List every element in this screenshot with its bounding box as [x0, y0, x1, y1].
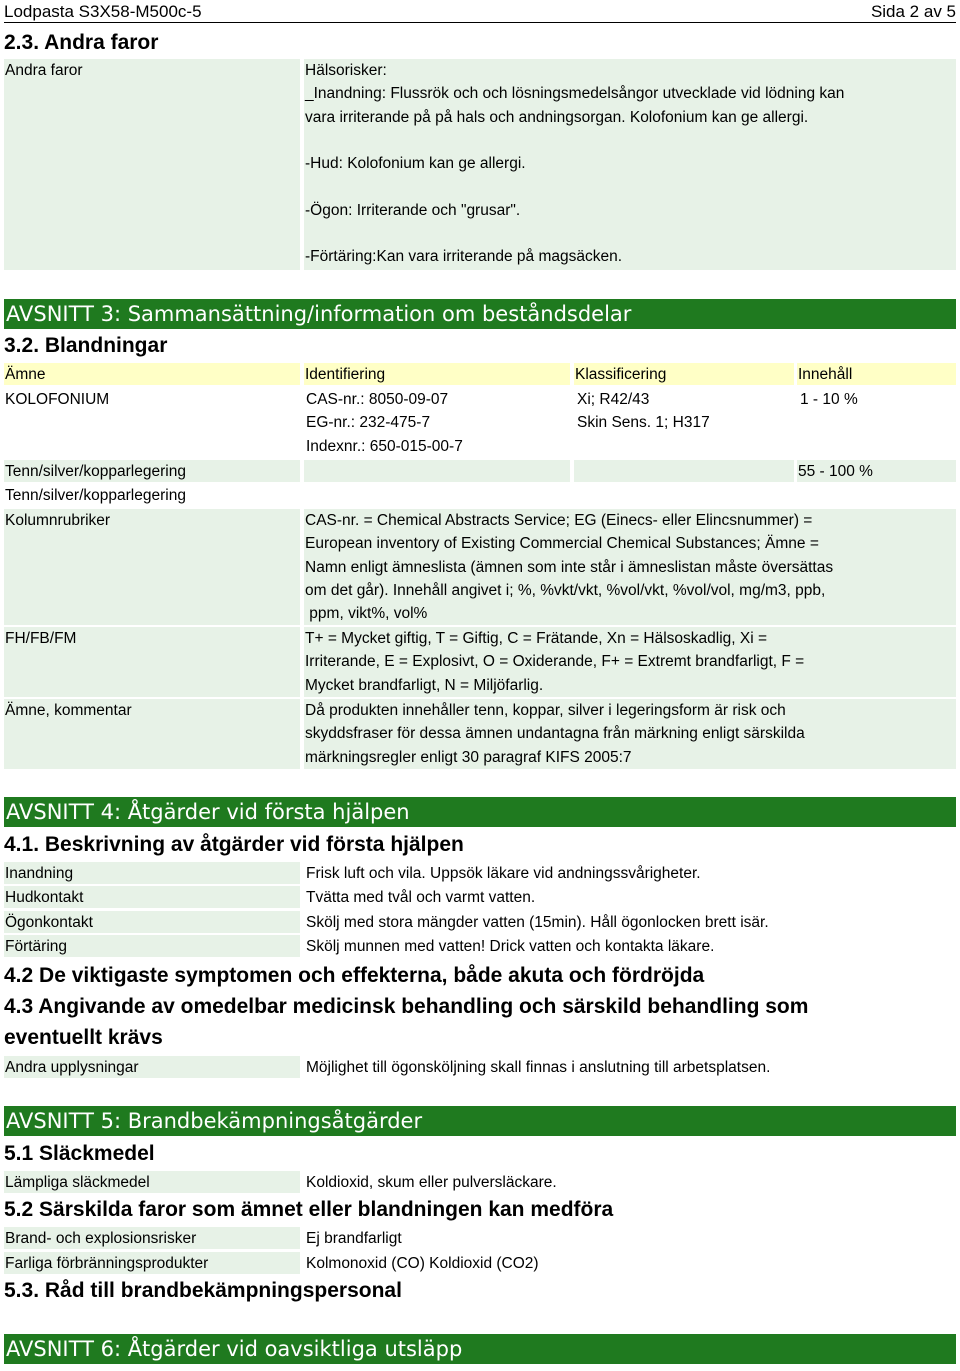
- text-line: vara irriterande på på hals och andningsorgan. Kolofonium kan ge allergi.: [305, 108, 809, 126]
- label-andra-upplysningar: Andra upplysningar: [4, 1056, 300, 1078]
- col-header-klassificering: Klassificering: [574, 363, 794, 385]
- heading-5-3: 5.3. Råd till brandbekämpningspersonal: [4, 1279, 402, 1302]
- blank-line: [305, 175, 956, 198]
- substance-name: KOLOFONIUM: [5, 391, 110, 408]
- section-4-band: AVSNITT 4: Åtgärder vid första hjälpen: [4, 797, 956, 827]
- value-hudkontakt: Tvätta med tvål och varmt vatten.: [306, 889, 536, 906]
- col-header-identifiering: Identifiering: [304, 363, 570, 385]
- heading-4-3: [4, 995, 808, 1050]
- label-amne-kommentar: Ämne, kommentar: [4, 699, 300, 769]
- value-farliga-forbranningsprodukter: Kolmonoxid (CO) Koldioxid (CO2): [306, 1255, 539, 1272]
- value-lampliga-slackmedel: Koldioxid, skum eller pulversläckare.: [306, 1174, 557, 1191]
- heading-4-1: 4.1. Beskrivning av åtgärder vid första hjälpen: [4, 833, 464, 856]
- classification-line: Xi; R42/43: [577, 391, 650, 408]
- text-line: Mycket brandfarligt, N = Miljöfarlig.: [305, 676, 544, 694]
- label-kolumnrubriker: Kolumnrubriker: [4, 509, 300, 625]
- label-lampliga-slackmedel: Lämpliga släckmedel: [4, 1171, 300, 1193]
- text-line: Då produkten innehåller tenn, koppar, silver i legeringsform är risk och: [305, 702, 786, 719]
- text-line: Namn enligt ämneslista (ämnen som inte står i ämneslistan måste översättas: [305, 558, 834, 576]
- text-line: skyddsfraser för dessa ämnen undantagna från märkning enligt särskilda: [305, 725, 805, 743]
- page-header: [4, 0, 956, 23]
- heading-5-1: 5.1 Släckmedel: [4, 1142, 155, 1165]
- heading-line: eventuellt krävs: [4, 1026, 163, 1049]
- text-line: _Inandning: Flussrök och och lösningsmedelsångor utvecklade vid lödning kan: [305, 85, 845, 103]
- blank-line: [305, 222, 956, 245]
- blank-line: [305, 129, 956, 152]
- heading-3-2: 3.2. Blandningar: [4, 334, 168, 357]
- section-5-band: AVSNITT 5: Brandbekämpningsåtgärder: [4, 1106, 956, 1136]
- heading-2-3: 2.3. Andra faror: [4, 31, 159, 54]
- text-line: -Ögon: Irriterande och "grusar".: [305, 201, 521, 219]
- text-line: T+ = Mycket giftig, T = Giftig, C = Frätande, Xn = Hälsoskadlig, Xi =: [305, 630, 768, 647]
- label-ogonkontakt: Ögonkontakt: [4, 911, 300, 933]
- text-line: om det går). Innehåll angivet i; %, %vkt/vkt, %vol/vkt, %vol/vol, mg/m3, ppb,: [305, 581, 826, 599]
- classification: [577, 388, 710, 435]
- text-line: European inventory of Existing Commercial Chemical Substances; Ämne =: [305, 535, 819, 553]
- text-line: ppm, vikt%, vol%: [305, 605, 428, 623]
- heading-4-2: 4.2 De viktigaste symptomen och effekterna, både akuta och fördröjda: [4, 964, 705, 987]
- col-header-amne: Ämne: [4, 363, 300, 385]
- page-number: Sida 2 av 5: [870, 2, 956, 21]
- label-hudkontakt: Hudkontakt: [4, 886, 300, 908]
- index-number: Indexnr.: 650-015-00-7: [306, 437, 463, 455]
- text-line: märkningsregler enligt 30 paragraf KIFS 2005:7: [305, 748, 632, 766]
- label-andra-faror: Andra faror: [4, 59, 300, 270]
- heading-line: 4.3 Angivande av omedelbar medicinsk behandling och särskild behandling som: [4, 995, 809, 1018]
- content-range: 1 - 10 %: [800, 391, 858, 408]
- label-fortaring: Förtäring: [4, 935, 300, 957]
- andra-faror-text: [304, 59, 956, 270]
- identification: [306, 388, 463, 458]
- text-line: -Hud: Kolofonium kan ge allergi.: [305, 155, 526, 173]
- content-range: 55 - 100 %: [797, 460, 956, 482]
- empty-cell: [304, 460, 570, 482]
- value-brand-explosionsrisker: Ej brandfarligt: [306, 1230, 402, 1247]
- value-ogonkontakt: Skölj med stora mängder vatten (15min). Håll ögonlocken brett isär.: [306, 914, 769, 931]
- text-line: CAS-nr. = Chemical Abstracts Service; EG (Einecs- eller Elincsnummer) =: [305, 512, 813, 529]
- classification-line: Skin Sens. 1; H317: [577, 414, 710, 432]
- cas-number: CAS-nr.: 8050-09-07: [306, 391, 449, 408]
- value-andra-upplysningar: Möjlighet till ögonsköljning skall finnas i anslutning till arbetsplatsen.: [306, 1059, 771, 1076]
- label-inandning: Inandning: [4, 862, 300, 884]
- empty-cell: [574, 460, 794, 482]
- section-3-band: AVSNITT 3: Sammansättning/information om beståndsdelar: [4, 299, 956, 329]
- text-line: Hälsorisker:: [305, 62, 387, 79]
- label-fhfbfm: FH/FB/FM: [4, 627, 300, 697]
- text-line: Irriterande, E = Explosivt, O = Oxiderande, F+ = Extremt brandfarligt, F =: [305, 653, 805, 671]
- substance-name: Tenn/silver/kopparlegering: [5, 487, 186, 504]
- fhfbfm-text: [304, 627, 956, 697]
- heading-5-2: 5.2 Särskilda faror som ämnet eller blandningen kan medföra: [4, 1198, 614, 1221]
- eg-number: EG-nr.: 232-475-7: [306, 414, 431, 432]
- document-title: Lodpasta S3X58-M500c-5: [4, 2, 202, 21]
- col-header-innehall: Innehåll: [797, 363, 956, 385]
- kolumnrubriker-text: [304, 509, 956, 625]
- text-line: -Förtäring:Kan vara irriterande på magsäcken.: [305, 248, 623, 266]
- label-farliga-forbranningsprodukter: Farliga förbränningsprodukter: [4, 1252, 300, 1274]
- label-brand-explosionsrisker: Brand- och explosionsrisker: [4, 1227, 300, 1249]
- value-inandning: Frisk luft och vila. Uppsök läkare vid andningssvårigheter.: [306, 865, 701, 882]
- amne-kommentar-text: [304, 699, 956, 769]
- substance-name: Tenn/silver/kopparlegering: [4, 460, 300, 482]
- value-fortaring: Skölj munnen med vatten! Drick vatten och kontakta läkare.: [306, 938, 715, 955]
- section-6-band: AVSNITT 6: Åtgärder vid oavsiktliga utsläpp: [4, 1334, 956, 1364]
